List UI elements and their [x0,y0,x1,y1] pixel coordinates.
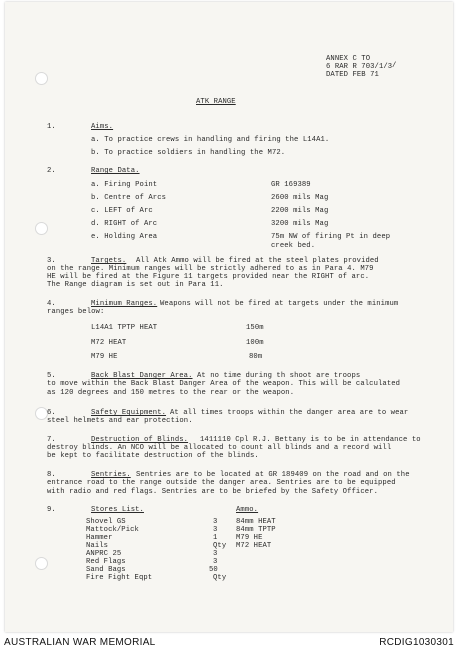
para-line: destroy blinds. An NCO will be allocated to count all blinds and a record will [47,444,392,452]
annex-line: 6 RAR R 703/1/3 [326,63,393,71]
para-number: 1. [47,123,56,131]
para-line: Weapons will not be fired at targets under the minimum [160,300,399,308]
store-qty: 1 [213,534,218,542]
ammo-item: 84mm TPTP [236,526,276,534]
para-line: with radio and red flags. Sentries are to be briefed by the Safety Officer. [47,488,378,496]
store-item: Hammer [86,534,113,542]
archive-credit: AUSTRALIAN WAR MEMORIAL [4,637,156,648]
para-line: a. To practice crews in handling and firing the L14A1. [91,136,330,144]
store-qty: Qty [213,542,227,550]
store-item: Nails [86,542,109,550]
punch-hole [35,222,48,235]
para-heading: Stores List. [91,506,144,514]
para-number: 3. [47,257,56,265]
document-page [5,2,453,632]
para-heading: Sentries. [91,471,131,479]
store-qty: 3 [213,550,218,558]
para-line: on the range. Minimum ranges will be strictly adhered to as in Para 4. M79 [47,265,374,273]
store-qty: Qty [213,574,227,582]
para-number: 8. [47,471,56,479]
para-line: as 120 degrees and 150 metres to the rear or the weapon. [47,389,295,397]
range-data-label: c. LEFT of Arc [91,207,153,215]
weapon-name: M79 HE [91,353,118,361]
para-line: All Atk Ammo will be fired at the steel plates provided [136,257,379,265]
annex-line: ANNEX C TO [326,55,371,63]
range-data-label: e. Holding Area [91,233,158,241]
para-number: 7. [47,436,56,444]
para-line: steel helmets and ear protection. [47,417,193,425]
store-item: ANPRC 25 [86,550,122,558]
handwritten-mark: / [392,62,397,70]
punch-hole [35,72,48,85]
store-qty: 3 [213,526,218,534]
para-line: At all times troops within the danger area are to wear [170,409,409,417]
para-line: Sentries are to be located at GR 189409 on the road and on the [136,471,410,479]
para-line: 1411110 Cpl R.J. Bettany is to be in attendance to [200,436,421,444]
ammo-item: M79 HE [236,534,263,542]
para-number: 2. [47,167,56,175]
range-data-value: creek bed. [271,242,316,250]
para-line: At no time during th shoot are troops [197,372,361,380]
para-heading: Range Data. [91,167,140,175]
store-item: Sand Bags [86,566,126,574]
range-data-value: GR 169389 [271,181,311,189]
para-heading: Destruction of Blinds. [91,436,189,444]
min-range: 150m [246,324,264,332]
min-range: 100m [246,339,264,347]
archive-id: RCDIG1030301 [379,637,454,648]
ammo-heading: Ammo. [236,506,259,514]
range-data-label: a. Firing Point [91,181,158,189]
range-data-label: d. RIGHT of Arc [91,220,158,228]
para-line: HE will be fired at the Figure 11 targets provided near the RIGHT of arc. [47,273,370,281]
para-line: b. To practice soldiers in handling the M72. [91,149,286,157]
store-qty: 50 [209,566,218,574]
min-range: 80m [249,353,263,361]
store-item: Red Flags [86,558,126,566]
store-qty: 3 [213,518,218,526]
para-heading: Targets. [91,257,127,265]
para-heading: Safety Equipment. [91,409,167,417]
para-number: 6. [47,409,56,417]
para-number: 4. [47,300,56,308]
page-title: ATK RANGE [196,98,236,106]
weapon-name: L14A1 TPTP HEAT [91,324,158,332]
weapon-name: M72 HEAT [91,339,127,347]
para-line: to move within the Back Blast Danger Area of the weapon. This will be calculated [47,380,401,388]
range-data-value: 75m NW of firing Pt in deep [271,233,391,241]
store-qty: 3 [213,558,218,566]
para-heading: Aims. [91,123,114,131]
para-line: The Range diagram is set out in Para 11. [47,281,224,289]
para-number: 9. [47,506,56,514]
para-line: ranges below: [47,308,105,316]
store-item: Fire Fight Eqpt [86,574,153,582]
range-data-value: 2600 mils Mag [271,194,329,202]
range-data-value: 3200 mils Mag [271,220,329,228]
store-item: Shovel GS [86,518,126,526]
para-heading: Back Blast Danger Area. [91,372,193,380]
range-data-value: 2200 mils Mag [271,207,329,215]
para-number: 5. [47,372,56,380]
para-heading: Minimum Ranges. [91,300,158,308]
ammo-item: M72 HEAT [236,542,272,550]
ammo-item: 84mm HEAT [236,518,276,526]
punch-hole [35,557,48,570]
para-line: be kept to facilitate destruction of the blinds. [47,452,259,460]
annex-line: DATED FEB 71 [326,71,379,79]
para-line: entrance road to the range outside the danger area. Sentries are to be equipped [47,479,396,487]
range-data-label: b. Centre of Arcs [91,194,167,202]
store-item: Mattock/Pick [86,526,139,534]
